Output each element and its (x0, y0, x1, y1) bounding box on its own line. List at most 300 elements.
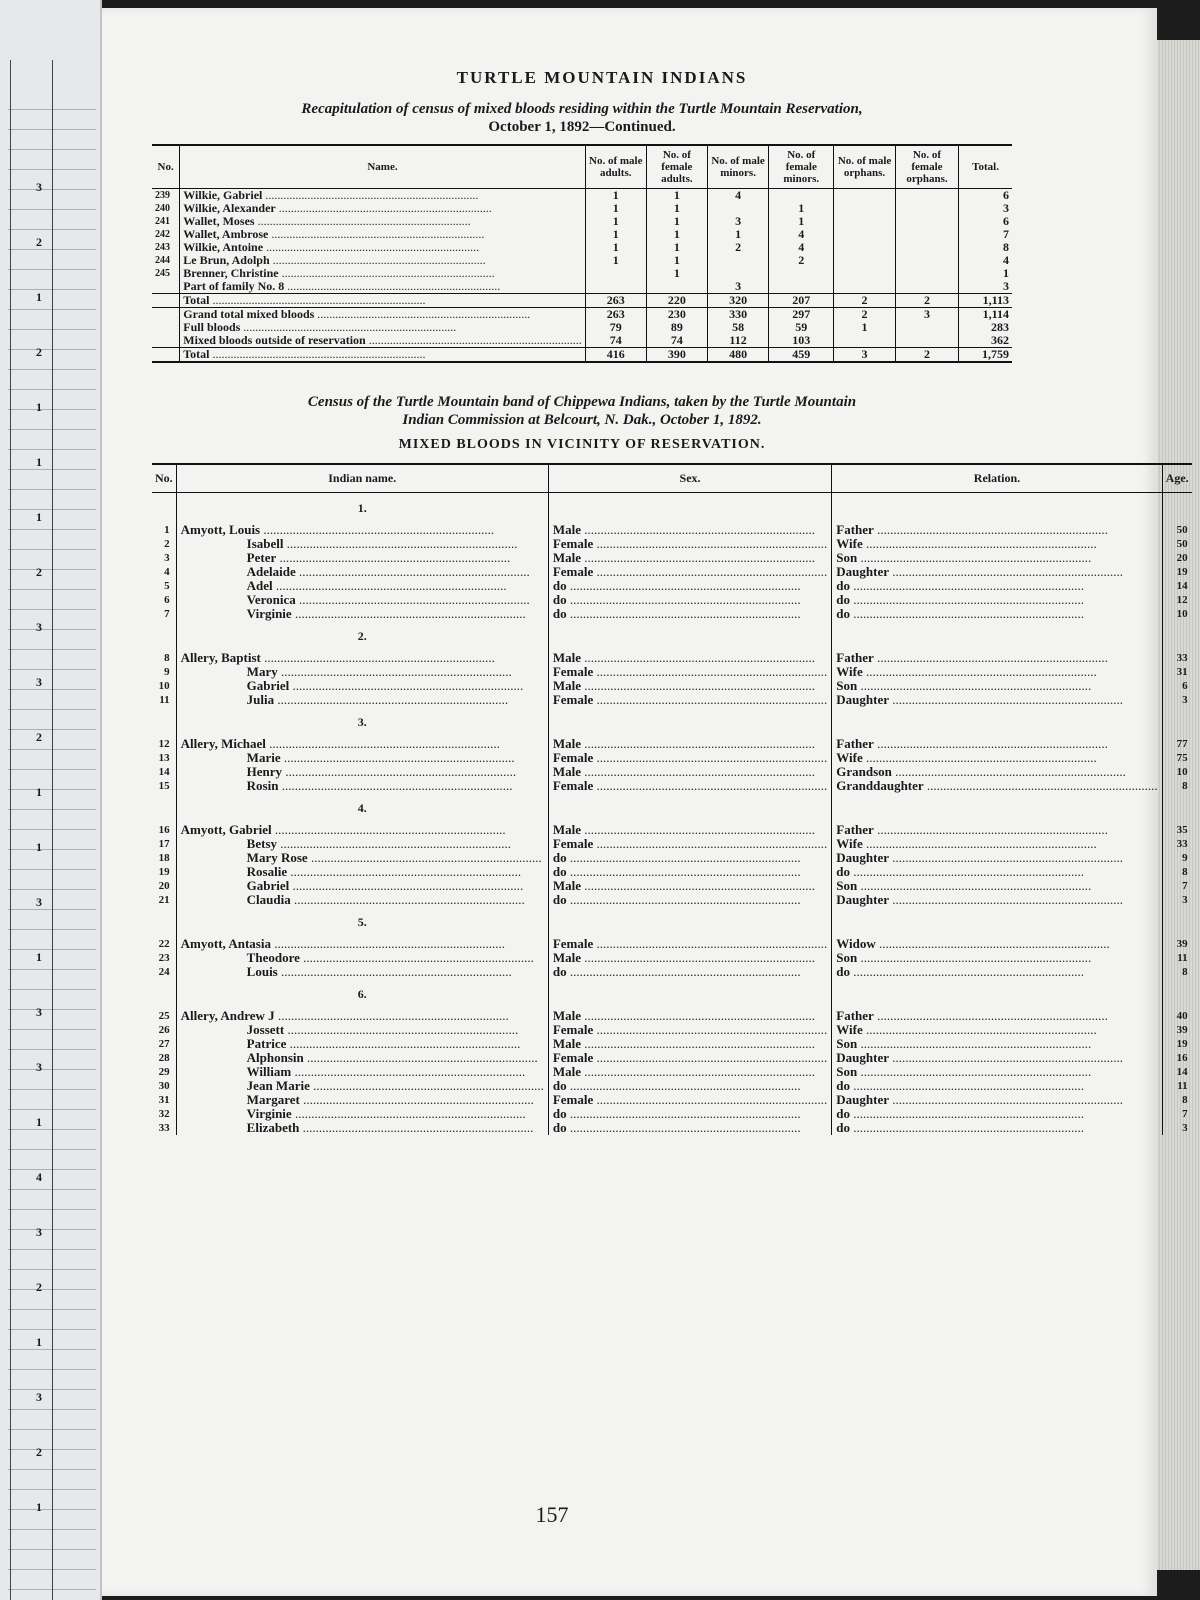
indian-name: Claudia ..... (176, 893, 548, 907)
indian-name: Amyott, Antasia ..... (176, 937, 548, 951)
census-row (152, 951, 1192, 965)
relation: Widow ..... (832, 937, 1162, 951)
sex: Female ..... (548, 537, 831, 551)
recap-row-number: 245 (155, 268, 170, 279)
age: 40 (1162, 1009, 1192, 1023)
indian-name: Rosin ..... (176, 779, 548, 793)
sex: Female ..... (548, 751, 831, 765)
census-header-cell: Relation. (832, 464, 1162, 493)
recap-row-number: 241 (155, 216, 170, 227)
recap-row-value (769, 280, 834, 294)
recap-row-value (834, 267, 895, 280)
relation: do ..... (832, 965, 1162, 979)
recap-row-value: 4 (707, 189, 768, 203)
indian-name: Jean Marie ..... (176, 1079, 548, 1093)
family-number-spacer (152, 493, 176, 524)
relation: Daughter ..... (832, 1093, 1162, 1107)
family-label: 1. (176, 493, 548, 524)
recap-caption-line2: October 1, 1892—Continued. (488, 119, 676, 135)
recap-row-value (834, 241, 895, 254)
recap-row (152, 280, 1012, 294)
census-row-number: 3 (164, 552, 170, 564)
running-head: TURTLE MOUNTAIN INDIANS (456, 68, 748, 87)
age: 12 (1162, 593, 1192, 607)
sex: do ..... (548, 593, 831, 607)
census-row (152, 593, 1192, 607)
census-row-number: 22 (158, 938, 170, 950)
recap-row-value: 1 (585, 254, 646, 267)
age: 7 (1162, 879, 1192, 893)
recap-row-value: 1 (646, 254, 707, 267)
relation: Son ..... (832, 679, 1162, 693)
recap-row-name: Wilkie, Gabriel ..... (180, 189, 585, 203)
recap-row-value: 416 (585, 348, 646, 363)
relation: do ..... (832, 579, 1162, 593)
sex: do ..... (548, 1121, 831, 1135)
recap-row-value: 4 (769, 241, 834, 254)
census-row (152, 1023, 1192, 1037)
indian-name: Amyott, Louis ..... (176, 523, 548, 537)
family-age-spacer (1162, 979, 1192, 1009)
indian-name: Veronica ..... (176, 593, 548, 607)
recap-row-name: Wilkie, Antoine ..... (180, 241, 585, 254)
recap-row-value: 1 (646, 267, 707, 280)
recap-row-value: 59 (769, 321, 834, 334)
recap-row-value: 3 (895, 308, 958, 322)
family-relation-spacer (832, 793, 1162, 823)
age: 10 (1162, 607, 1192, 621)
indian-name: Louis ..... (176, 965, 548, 979)
recap-row-value (834, 280, 895, 294)
age: 11 (1162, 951, 1192, 965)
age: 8 (1162, 779, 1192, 793)
section-heading: MIXED BLOODS IN VICINITY OF RESERVATION. (398, 437, 766, 452)
left-page-number: 2 (36, 235, 42, 249)
census-row (152, 737, 1192, 751)
census-row-number: 28 (158, 1052, 170, 1064)
family-number-spacer (152, 621, 176, 651)
age: 8 (1162, 865, 1192, 879)
recap-row-name: Part of family No. 8 ..... (180, 280, 585, 294)
census-row (152, 1079, 1192, 1093)
left-page-number: 3 (36, 1060, 42, 1074)
sex: Female ..... (548, 693, 831, 707)
recap-row-value: 390 (646, 348, 707, 363)
indian-name: Amyott, Gabriel ..... (176, 823, 548, 837)
recap-row-value (895, 241, 958, 254)
left-page-number: 3 (36, 895, 42, 909)
recap-row-value (834, 334, 895, 348)
indian-name: Isabell ..... (176, 537, 548, 551)
census-row (152, 1107, 1192, 1121)
census-row-number: 18 (158, 852, 170, 864)
age: 3 (1162, 1121, 1192, 1135)
indian-name: Virginie ..... (176, 1107, 548, 1121)
family-age-spacer (1162, 621, 1192, 651)
sex: do ..... (548, 1079, 831, 1093)
age: 77 (1162, 737, 1192, 751)
age: 33 (1162, 651, 1192, 665)
census-row-number: 31 (158, 1094, 170, 1106)
census-row-number: 23 (158, 952, 170, 964)
recap-row-value (769, 189, 834, 203)
book-page (102, 8, 1189, 1596)
indian-name: William ..... (176, 1065, 548, 1079)
recap-row-value: 1 (646, 202, 707, 215)
recap-row-value (895, 228, 958, 241)
relation: Father ..... (832, 823, 1162, 837)
census-header-cell: Sex. (548, 464, 831, 493)
family-label: 4. (176, 793, 548, 823)
age: 6 (1162, 679, 1192, 693)
left-page-number: 3 (36, 1225, 42, 1239)
census-header-cell: Age. (1162, 464, 1192, 493)
family-number-spacer (152, 979, 176, 1009)
age: 16 (1162, 1051, 1192, 1065)
census-row-number: 24 (158, 966, 170, 978)
sex: Male ..... (548, 1065, 831, 1079)
sex: Female ..... (548, 1023, 831, 1037)
recap-row-number: 244 (155, 255, 170, 266)
relation: Father ..... (832, 1009, 1162, 1023)
indian-name: Gabriel ..... (176, 679, 548, 693)
indian-name: Henry ..... (176, 765, 548, 779)
age: 9 (1162, 851, 1192, 865)
recap-row-value: 1 (585, 215, 646, 228)
sex: do ..... (548, 851, 831, 865)
sex: Female ..... (548, 565, 831, 579)
relation: Daughter ..... (832, 565, 1162, 579)
census-caption (152, 393, 1012, 429)
recap-row-value: 320 (707, 294, 768, 308)
recap-row-value: 1,114 (959, 308, 1012, 322)
recap-row-number (152, 308, 180, 322)
recap-row-value: 1 (707, 228, 768, 241)
relation: Father ..... (832, 651, 1162, 665)
recap-row-value: 207 (769, 294, 834, 308)
recap-row-value: 79 (585, 321, 646, 334)
census-row-number: 5 (164, 580, 170, 592)
relation: Son ..... (832, 551, 1162, 565)
census-row (152, 1037, 1192, 1051)
recap-row-value: 283 (959, 321, 1012, 334)
relation: Wife ..... (832, 837, 1162, 851)
recap-table (152, 144, 1012, 363)
recap-row-value: 1 (646, 215, 707, 228)
recap-row-value: 3 (834, 348, 895, 363)
census-row-number: 33 (158, 1122, 170, 1134)
census-header-cell: No. (152, 464, 176, 493)
recap-row-value: 2 (834, 308, 895, 322)
recap-grand-row (152, 334, 1012, 348)
age: 8 (1162, 965, 1192, 979)
recap-row-value: 362 (959, 334, 1012, 348)
recap-row-value: 74 (585, 334, 646, 348)
recap-row-number (152, 334, 180, 348)
census-row (152, 893, 1192, 907)
recap-row-value: 4 (959, 254, 1012, 267)
census-row-number: 15 (158, 780, 170, 792)
sex: Female ..... (548, 837, 831, 851)
relation: do ..... (832, 865, 1162, 879)
indian-name: Adel ..... (176, 579, 548, 593)
page-content (152, 58, 1189, 1135)
relation: Wife ..... (832, 1023, 1162, 1037)
recap-row-value: 2 (769, 254, 834, 267)
indian-name: Mary ..... (176, 665, 548, 679)
family-relation-spacer (832, 493, 1162, 524)
census-row-number: 14 (158, 766, 170, 778)
family-age-spacer (1162, 793, 1192, 823)
left-page-number: 3 (36, 1390, 42, 1404)
census-row (152, 751, 1192, 765)
recap-row-value: 1 (769, 202, 834, 215)
recap-row (152, 254, 1012, 267)
left-page-number: 1 (36, 840, 42, 854)
recap-row-value: 330 (707, 308, 768, 322)
age: 11 (1162, 1079, 1192, 1093)
recap-row (152, 189, 1012, 203)
recap-row-value (585, 267, 646, 280)
census-row-number: 11 (159, 694, 170, 706)
sex: Male ..... (548, 523, 831, 537)
census-row-number: 6 (164, 594, 170, 606)
census-header-row (152, 464, 1192, 493)
family-number-spacer (152, 793, 176, 823)
sex: Male ..... (548, 737, 831, 751)
age: 75 (1162, 751, 1192, 765)
relation: Wife ..... (832, 665, 1162, 679)
census-row (152, 823, 1192, 837)
recap-row-value (895, 321, 958, 334)
sex: Female ..... (548, 779, 831, 793)
relation: Wife ..... (832, 751, 1162, 765)
census-row-number: 4 (164, 566, 170, 578)
recap-header-row (152, 145, 1012, 189)
age: 33 (1162, 837, 1192, 851)
census-row (152, 679, 1192, 693)
sex: do ..... (548, 965, 831, 979)
indian-name: Allery, Michael ..... (176, 737, 548, 751)
age: 10 (1162, 765, 1192, 779)
recap-row-value (895, 334, 958, 348)
sex: Female ..... (548, 665, 831, 679)
recap-row-value: 297 (769, 308, 834, 322)
indian-name: Marie ..... (176, 751, 548, 765)
family-age-spacer (1162, 907, 1192, 937)
recap-header-cell: Total. (959, 145, 1012, 189)
relation: Daughter ..... (832, 693, 1162, 707)
relation: Daughter ..... (832, 893, 1162, 907)
recap-row (152, 228, 1012, 241)
recap-row-value: 263 (585, 294, 646, 308)
age: 20 (1162, 551, 1192, 565)
recap-row-value: 3 (707, 280, 768, 294)
recap-header-cell: No. of female minors. (769, 145, 834, 189)
recap-row-value: 2 (707, 241, 768, 254)
relation: do ..... (832, 1079, 1162, 1093)
relation: Son ..... (832, 951, 1162, 965)
sex: Male ..... (548, 823, 831, 837)
recap-row-value: 1,113 (959, 294, 1012, 308)
recap-caption (152, 100, 1012, 136)
census-row (152, 1009, 1192, 1023)
recap-caption-line1: Recapitulation of census of mixed bloods residing within the Turtle Mountain Reservation, (301, 101, 863, 117)
recap-row-value: 89 (646, 321, 707, 334)
page-number: 157 (535, 1502, 569, 1527)
recap-row-value: 1 (585, 202, 646, 215)
recap-header-cell: Name. (180, 145, 585, 189)
recap-header-cell: No. of male adults. (585, 145, 646, 189)
sex: do ..... (548, 607, 831, 621)
recap-row-value (585, 280, 646, 294)
census-row-number: 32 (158, 1108, 170, 1120)
family-sex-spacer (548, 793, 831, 823)
recap-grand-row (152, 321, 1012, 334)
recap-row-value (646, 280, 707, 294)
recap-row-value (834, 254, 895, 267)
indian-name: Allery, Baptist ..... (176, 651, 548, 665)
census-table (152, 463, 1192, 1135)
recap-row-value (895, 280, 958, 294)
census-caption-line1: Census of the Turtle Mountain band of Chippewa Indians, taken by the Turtle Mountain (307, 394, 857, 410)
family-number-spacer (152, 907, 176, 937)
recap-row-name: Wallet, Moses ..... (180, 215, 585, 228)
recap-row-value: 3 (707, 215, 768, 228)
sex: Male ..... (548, 879, 831, 893)
relation: Son ..... (832, 879, 1162, 893)
census-row (152, 1093, 1192, 1107)
census-row-number: 9 (164, 666, 170, 678)
family-label: 2. (176, 621, 548, 651)
recap-row-value: 459 (769, 348, 834, 363)
sex: Male ..... (548, 679, 831, 693)
census-row-number: 30 (158, 1080, 170, 1092)
recap-row-value: 6 (959, 215, 1012, 228)
relation: Father ..... (832, 737, 1162, 751)
indian-name: Rosalie ..... (176, 865, 548, 879)
sex: do ..... (548, 893, 831, 907)
indian-name: Peter ..... (176, 551, 548, 565)
census-row (152, 1121, 1192, 1135)
recap-row-value (895, 202, 958, 215)
family-sex-spacer (548, 907, 831, 937)
age: 14 (1162, 579, 1192, 593)
sex: Male ..... (548, 951, 831, 965)
census-row (152, 779, 1192, 793)
recap-row-value: 1 (585, 241, 646, 254)
census-row-number: 2 (164, 538, 170, 550)
age: 50 (1162, 523, 1192, 537)
recap-row-name: Wilkie, Alexander ..... (180, 202, 585, 215)
sex: do ..... (548, 865, 831, 879)
family-relation-spacer (832, 707, 1162, 737)
recap-grand-row (152, 308, 1012, 322)
census-row-number: 12 (158, 738, 170, 750)
census-caption-line2: Indian Commission at Belcourt, N. Dak., October 1, 1892. (402, 412, 762, 428)
recap-row-value: 1 (585, 189, 646, 203)
sex: Female ..... (548, 1093, 831, 1107)
recap-row-value: 1 (646, 241, 707, 254)
family-label: 3. (176, 707, 548, 737)
family-sex-spacer (548, 707, 831, 737)
recap-row-value: 7 (959, 228, 1012, 241)
recap-row-value: 74 (646, 334, 707, 348)
recap-row-value (707, 254, 768, 267)
recap-header-cell: No. of male orphans. (834, 145, 895, 189)
census-row (152, 879, 1192, 893)
recap-row-value (895, 215, 958, 228)
left-page-number: 1 (36, 400, 42, 414)
family-group-row (152, 621, 1192, 651)
age: 19 (1162, 1037, 1192, 1051)
relation: do ..... (832, 1121, 1162, 1135)
census-row (152, 765, 1192, 779)
left-page-number: 1 (36, 785, 42, 799)
recap-row-number (152, 280, 180, 294)
census-body (152, 493, 1192, 1136)
indian-name: Gabriel ..... (176, 879, 548, 893)
census-row (152, 937, 1192, 951)
census-row-number: 25 (158, 1010, 170, 1022)
sex: Male ..... (548, 551, 831, 565)
recap-row-number (152, 348, 180, 363)
recap-row-value: 1 (959, 267, 1012, 280)
census-row-number: 16 (158, 824, 170, 836)
family-relation-spacer (832, 621, 1162, 651)
recap-row-value: 263 (585, 308, 646, 322)
recap-row-value (834, 215, 895, 228)
census-row (152, 693, 1192, 707)
relation: Daughter ..... (832, 1051, 1162, 1065)
relation: do ..... (832, 593, 1162, 607)
census-row (152, 607, 1192, 621)
sex: Male ..... (548, 651, 831, 665)
indian-name: Alphonsin ..... (176, 1051, 548, 1065)
census-row (152, 651, 1192, 665)
census-row (152, 565, 1192, 579)
sex: Male ..... (548, 765, 831, 779)
relation: Father ..... (832, 523, 1162, 537)
family-group-row (152, 979, 1192, 1009)
recap-row-label: Total ..... (180, 348, 585, 363)
family-label: 5. (176, 907, 548, 937)
sex: do ..... (548, 579, 831, 593)
recap-row-value: 2 (895, 294, 958, 308)
family-age-spacer (1162, 707, 1192, 737)
recap-row-number: 243 (155, 242, 170, 253)
left-page-number: 1 (36, 455, 42, 469)
census-row-number: 29 (158, 1066, 170, 1078)
family-sex-spacer (548, 493, 831, 524)
recap-row-label: Full bloods ..... (180, 321, 585, 334)
indian-name: Jossett ..... (176, 1023, 548, 1037)
family-relation-spacer (832, 979, 1162, 1009)
sex: Male ..... (548, 1037, 831, 1051)
census-row-number: 19 (158, 866, 170, 878)
census-row (152, 837, 1192, 851)
recap-row (152, 267, 1012, 280)
recap-row-value (895, 267, 958, 280)
recap-row-value: 103 (769, 334, 834, 348)
family-group-row (152, 707, 1192, 737)
age: 8 (1162, 1093, 1192, 1107)
census-row-number: 17 (158, 838, 170, 850)
left-page-number: 3 (36, 620, 42, 634)
recap-header-cell: No. of female adults. (646, 145, 707, 189)
recap-row-value: 2 (895, 348, 958, 363)
age: 14 (1162, 1065, 1192, 1079)
